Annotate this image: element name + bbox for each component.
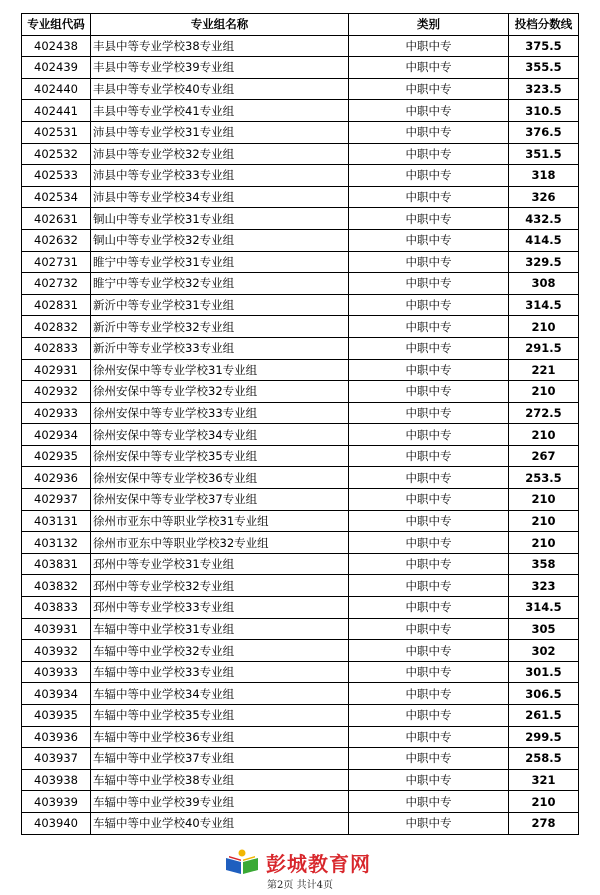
- row-score: 210: [509, 791, 579, 813]
- row-score: 326: [509, 186, 579, 208]
- row-code: 403131: [22, 510, 91, 532]
- row-name: 邳州中等专业学校33专业组: [91, 597, 349, 619]
- row-score: 318: [509, 165, 579, 187]
- table-row: [22, 316, 579, 338]
- table-body: [22, 35, 579, 834]
- row-category: 中职中专: [349, 553, 509, 575]
- table-row: [22, 208, 579, 230]
- row-name: 徐州市亚东中等职业学校32专业组: [91, 532, 349, 554]
- row-name: 车辐中等中业学校38专业组: [91, 769, 349, 791]
- row-score: 210: [509, 532, 579, 554]
- row-category: 中职中专: [349, 251, 509, 273]
- row-score: 314.5: [509, 597, 579, 619]
- row-score: 329.5: [509, 251, 579, 273]
- table-row: [22, 294, 579, 316]
- table-row: [22, 186, 579, 208]
- row-code: 402732: [22, 273, 91, 295]
- row-score: 291.5: [509, 337, 579, 359]
- table-row: [22, 575, 579, 597]
- table-row: [22, 489, 579, 511]
- table-row: [22, 510, 579, 532]
- row-name: 沛县中等专业学校33专业组: [91, 165, 349, 187]
- row-code: 402438: [22, 35, 91, 57]
- table-row: [22, 726, 579, 748]
- row-code: 402831: [22, 294, 91, 316]
- row-code: 402932: [22, 381, 91, 403]
- row-category: 中职中专: [349, 812, 509, 834]
- row-code: 403936: [22, 726, 91, 748]
- table-row: [22, 381, 579, 403]
- row-name: 丰县中等专业学校40专业组: [91, 78, 349, 100]
- table-row: [22, 100, 579, 122]
- row-name: 邳州中等专业学校31专业组: [91, 553, 349, 575]
- row-code: 403932: [22, 640, 91, 662]
- row-code: 402934: [22, 424, 91, 446]
- table-row: [22, 532, 579, 554]
- row-score: 432.5: [509, 208, 579, 230]
- row-name: 新沂中等专业学校31专业组: [91, 294, 349, 316]
- row-category: 中职中专: [349, 402, 509, 424]
- row-name: 新沂中等专业学校33专业组: [91, 337, 349, 359]
- table-row: [22, 661, 579, 683]
- table-row: [22, 683, 579, 705]
- row-score: 310.5: [509, 100, 579, 122]
- row-code: 402935: [22, 445, 91, 467]
- row-code: 402439: [22, 57, 91, 79]
- row-name: 徐州安保中等专业学校37专业组: [91, 489, 349, 511]
- row-score: 258.5: [509, 748, 579, 770]
- row-name: 车辐中等中业学校34专业组: [91, 683, 349, 705]
- header-code: 专业组代码: [22, 14, 91, 36]
- table-row: [22, 78, 579, 100]
- row-name: 徐州安保中等专业学校34专业组: [91, 424, 349, 446]
- row-code: 403833: [22, 597, 91, 619]
- row-name: 车辐中等中业学校32专业组: [91, 640, 349, 662]
- table-row: [22, 769, 579, 791]
- row-code: 403935: [22, 705, 91, 727]
- row-score: 221: [509, 359, 579, 381]
- row-name: 车辐中等中业学校39专业组: [91, 791, 349, 813]
- row-name: 车辐中等中业学校35专业组: [91, 705, 349, 727]
- page-number: 第2页 共计4页: [267, 880, 333, 891]
- row-name: 丰县中等专业学校38专业组: [91, 35, 349, 57]
- row-category: 中职中专: [349, 445, 509, 467]
- table-row: [22, 424, 579, 446]
- row-category: 中职中专: [349, 467, 509, 489]
- table-row: [22, 57, 579, 79]
- row-score: 210: [509, 381, 579, 403]
- table-row: [22, 273, 579, 295]
- row-category: 中职中专: [349, 35, 509, 57]
- row-name: 邳州中等专业学校32专业组: [91, 575, 349, 597]
- row-category: 中职中专: [349, 165, 509, 187]
- row-score: 272.5: [509, 402, 579, 424]
- row-code: 403832: [22, 575, 91, 597]
- row-code: 403937: [22, 748, 91, 770]
- row-code: 402931: [22, 359, 91, 381]
- row-code: 402833: [22, 337, 91, 359]
- row-category: 中职中专: [349, 683, 509, 705]
- row-code: 402441: [22, 100, 91, 122]
- row-code: 402731: [22, 251, 91, 273]
- row-category: 中职中专: [349, 489, 509, 511]
- table-row: [22, 748, 579, 770]
- score-table: [21, 13, 579, 835]
- row-score: 323: [509, 575, 579, 597]
- table-row: [22, 229, 579, 251]
- table-row: [22, 35, 579, 57]
- row-score: 305: [509, 618, 579, 640]
- row-score: 375.5: [509, 35, 579, 57]
- row-score: 261.5: [509, 705, 579, 727]
- row-score: 323.5: [509, 78, 579, 100]
- row-score: 414.5: [509, 229, 579, 251]
- row-score: 306.5: [509, 683, 579, 705]
- row-code: 402937: [22, 489, 91, 511]
- row-category: 中职中专: [349, 532, 509, 554]
- row-name: 车辐中等中业学校36专业组: [91, 726, 349, 748]
- row-name: 徐州安保中等专业学校36专业组: [91, 467, 349, 489]
- table-row: [22, 337, 579, 359]
- row-score: 302: [509, 640, 579, 662]
- row-category: 中职中专: [349, 726, 509, 748]
- row-name: 徐州安保中等专业学校31专业组: [91, 359, 349, 381]
- row-name: 沛县中等专业学校34专业组: [91, 186, 349, 208]
- table-row: [22, 143, 579, 165]
- row-category: 中职中专: [349, 575, 509, 597]
- row-code: 403132: [22, 532, 91, 554]
- row-code: 403931: [22, 618, 91, 640]
- row-name: 沛县中等专业学校31专业组: [91, 121, 349, 143]
- row-code: 403831: [22, 553, 91, 575]
- open-book-icon: [224, 848, 260, 876]
- table-row: [22, 359, 579, 381]
- row-category: 中职中专: [349, 337, 509, 359]
- row-name: 车辐中等中业学校31专业组: [91, 618, 349, 640]
- page-footer: [0, 848, 600, 895]
- row-category: 中职中专: [349, 424, 509, 446]
- table-row: [22, 791, 579, 813]
- table-row: [22, 640, 579, 662]
- row-code: 402532: [22, 143, 91, 165]
- row-category: 中职中专: [349, 640, 509, 662]
- row-category: 中职中专: [349, 208, 509, 230]
- row-category: 中职中专: [349, 748, 509, 770]
- row-category: 中职中专: [349, 143, 509, 165]
- row-code: 402631: [22, 208, 91, 230]
- row-category: 中职中专: [349, 510, 509, 532]
- row-category: 中职中专: [349, 381, 509, 403]
- table-row: [22, 553, 579, 575]
- row-name: 徐州市亚东中等职业学校31专业组: [91, 510, 349, 532]
- row-name: 车辐中等中业学校33专业组: [91, 661, 349, 683]
- row-name: 徐州安保中等专业学校35专业组: [91, 445, 349, 467]
- row-code: 402533: [22, 165, 91, 187]
- site-logo: [224, 848, 384, 876]
- row-name: 铜山中等专业学校31专业组: [91, 208, 349, 230]
- table-row: [22, 445, 579, 467]
- row-name: 沛县中等专业学校32专业组: [91, 143, 349, 165]
- row-category: 中职中专: [349, 316, 509, 338]
- row-category: 中职中专: [349, 57, 509, 79]
- table-row: [22, 467, 579, 489]
- row-code: 402534: [22, 186, 91, 208]
- row-score: 267: [509, 445, 579, 467]
- row-code: 402936: [22, 467, 91, 489]
- row-score: 278: [509, 812, 579, 834]
- row-category: 中职中专: [349, 229, 509, 251]
- row-score: 301.5: [509, 661, 579, 683]
- row-category: 中职中专: [349, 273, 509, 295]
- row-score: 210: [509, 489, 579, 511]
- row-name: 新沂中等专业学校32专业组: [91, 316, 349, 338]
- row-category: 中职中专: [349, 121, 509, 143]
- table-row: [22, 812, 579, 834]
- table-row: [22, 597, 579, 619]
- header-name: 专业组名称: [91, 14, 349, 36]
- row-name: 车辐中等中业学校40专业组: [91, 812, 349, 834]
- row-category: 中职中专: [349, 294, 509, 316]
- table-row: [22, 402, 579, 424]
- row-category: 中职中专: [349, 100, 509, 122]
- row-category: 中职中专: [349, 791, 509, 813]
- row-score: 210: [509, 424, 579, 446]
- row-score: 253.5: [509, 467, 579, 489]
- table-row: [22, 251, 579, 273]
- row-category: 中职中专: [349, 769, 509, 791]
- row-code: 402440: [22, 78, 91, 100]
- row-code: 403938: [22, 769, 91, 791]
- row-category: 中职中专: [349, 618, 509, 640]
- row-score: 321: [509, 769, 579, 791]
- row-code: 403933: [22, 661, 91, 683]
- table-row: [22, 618, 579, 640]
- row-score: 308: [509, 273, 579, 295]
- row-score: 314.5: [509, 294, 579, 316]
- row-code: 402832: [22, 316, 91, 338]
- row-score: 358: [509, 553, 579, 575]
- row-category: 中职中专: [349, 705, 509, 727]
- row-code: 403939: [22, 791, 91, 813]
- header-score: 投档分数线: [509, 14, 579, 36]
- row-name: 丰县中等专业学校39专业组: [91, 57, 349, 79]
- row-score: 376.5: [509, 121, 579, 143]
- row-name: 车辐中等中业学校37专业组: [91, 748, 349, 770]
- row-score: 351.5: [509, 143, 579, 165]
- header-category: 类别: [349, 14, 509, 36]
- row-name: 徐州安保中等专业学校32专业组: [91, 381, 349, 403]
- row-category: 中职中专: [349, 661, 509, 683]
- row-score: 210: [509, 316, 579, 338]
- row-category: 中职中专: [349, 597, 509, 619]
- row-code: 403934: [22, 683, 91, 705]
- logo-text: 彭城教育网: [266, 851, 371, 876]
- row-name: 徐州安保中等专业学校33专业组: [91, 402, 349, 424]
- row-name: 睢宁中等专业学校31专业组: [91, 251, 349, 273]
- row-category: 中职中专: [349, 186, 509, 208]
- row-score: 299.5: [509, 726, 579, 748]
- table-header-row: [22, 14, 579, 36]
- row-score: 355.5: [509, 57, 579, 79]
- row-code: 402531: [22, 121, 91, 143]
- table-row: [22, 165, 579, 187]
- row-category: 中职中专: [349, 78, 509, 100]
- row-code: 403940: [22, 812, 91, 834]
- row-name: 睢宁中等专业学校32专业组: [91, 273, 349, 295]
- row-name: 铜山中等专业学校32专业组: [91, 229, 349, 251]
- table-row: [22, 121, 579, 143]
- row-name: 丰县中等专业学校41专业组: [91, 100, 349, 122]
- row-category: 中职中专: [349, 359, 509, 381]
- row-code: 402933: [22, 402, 91, 424]
- table-row: [22, 705, 579, 727]
- row-score: 210: [509, 510, 579, 532]
- row-code: 402632: [22, 229, 91, 251]
